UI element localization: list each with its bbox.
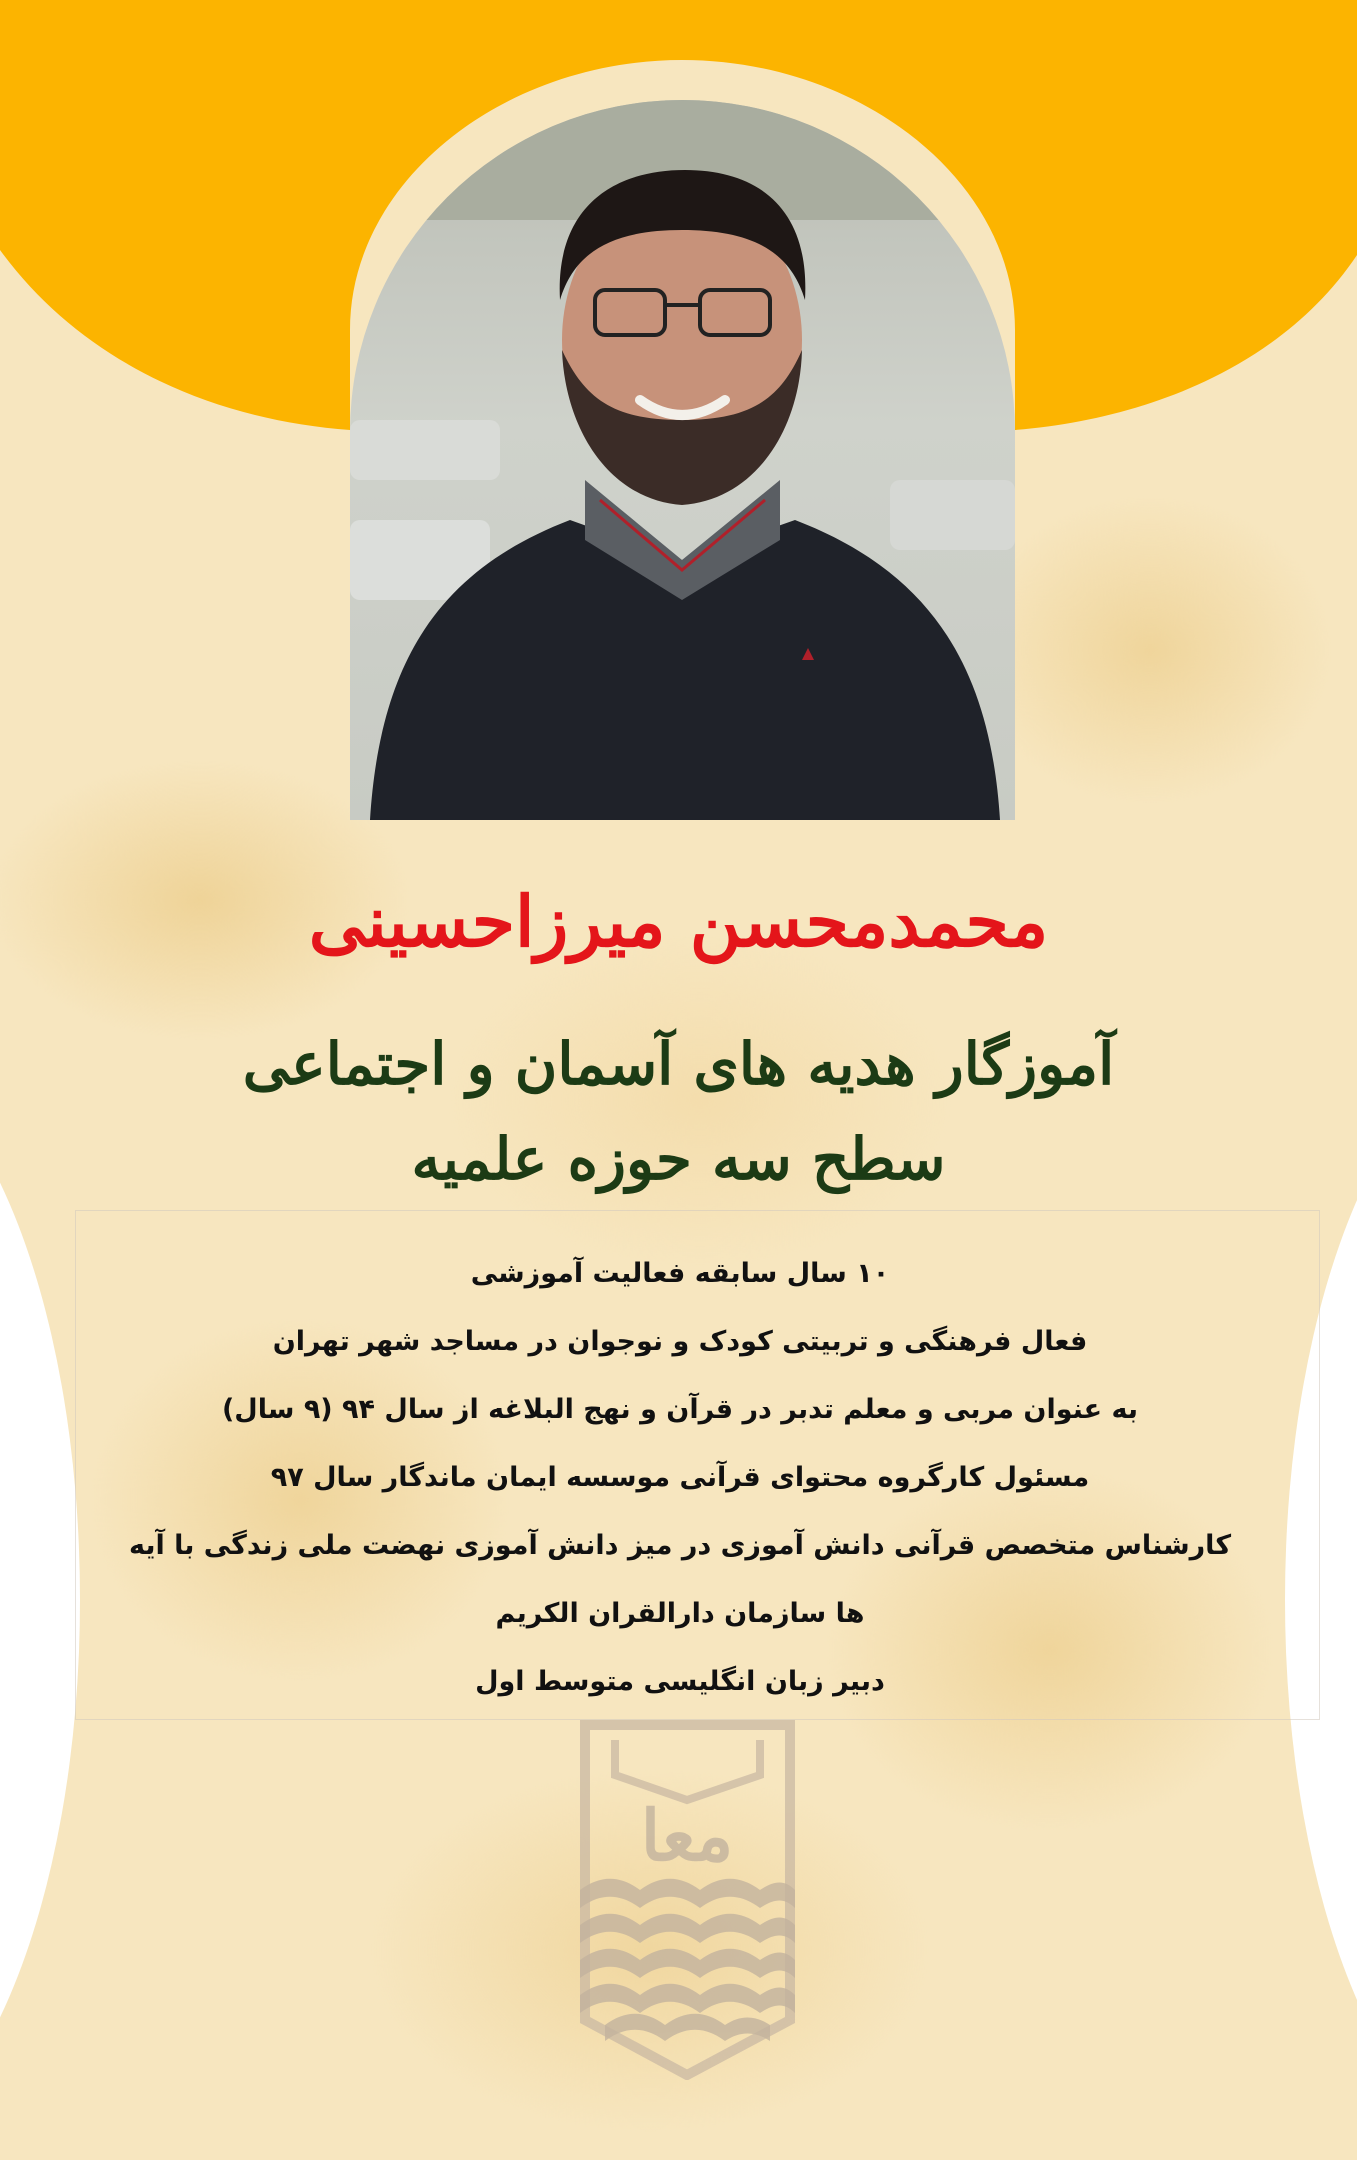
- bio-item: کارشناس متخصص قرآنی دانش آموزی در میز دانش آموزی نهضت ملی زندگی با آیه: [128, 1530, 1232, 1561]
- bio-list: [60, 1240, 1300, 1716]
- teacher-name: محمدمحسن میرزاحسینی: [308, 880, 1049, 963]
- svg-text:معا: معا: [640, 1794, 734, 1877]
- bio-item: دبیر زبان انگلیسی متوسط اول: [475, 1666, 885, 1697]
- bio-item: ها سازمان دارالقران الکریم: [495, 1598, 865, 1629]
- teacher-title-line-1: آموزگار هدیه های آسمان و اجتماعی: [242, 1030, 1115, 1098]
- book-waves-logo-icon: [545, 1720, 830, 2080]
- bio-item: مسئول کارگروه محتوای قرآنی موسسه ایمان ماندگار سال ۹۷: [270, 1462, 1090, 1493]
- bio-item: ۱۰ سال سابقه فعالیت آموزشی: [470, 1258, 890, 1289]
- profile-photo: [350, 100, 1015, 820]
- bio-item: به عنوان مربی و معلم تدبر در قرآن و نهج البلاغه از سال ۹۴ (۹ سال): [221, 1394, 1139, 1425]
- teacher-title-line-2: سطح سه حوزه علمیه: [411, 1125, 946, 1193]
- bio-item: فعال فرهنگی و تربیتی کودک و نوجوان در مساجد شهر تهران: [272, 1326, 1088, 1357]
